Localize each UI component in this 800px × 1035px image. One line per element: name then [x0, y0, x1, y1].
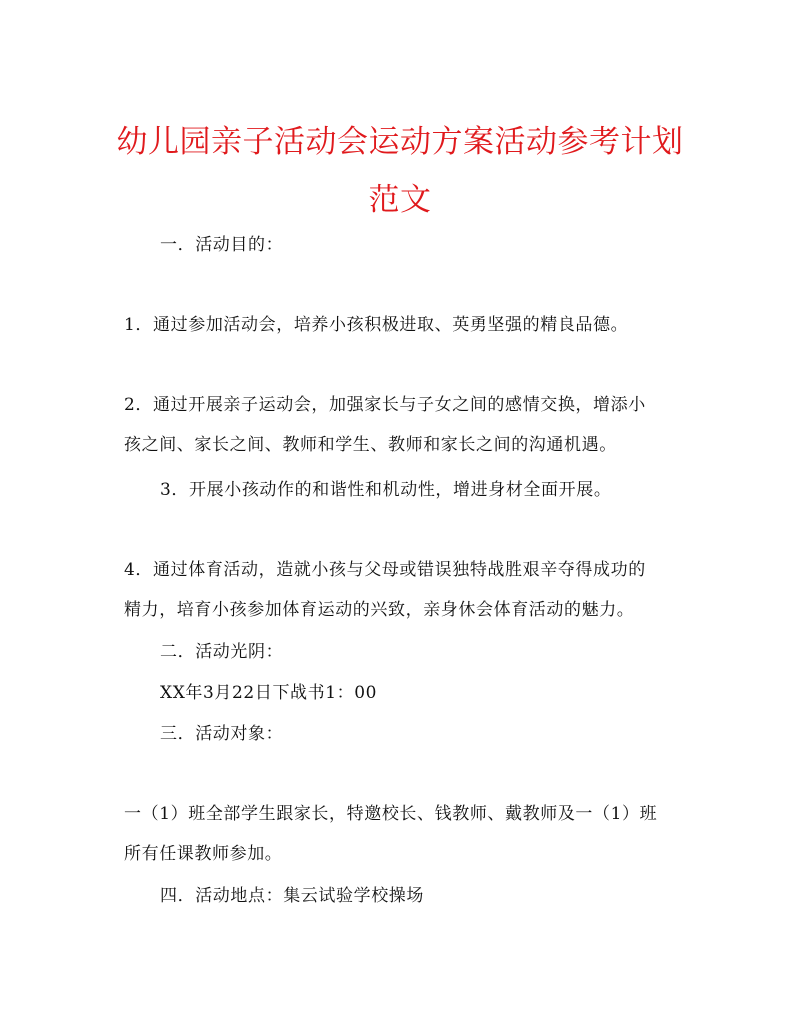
objective-item-3: 3．开展小孩动作的和谐性和机动性，增进身材全面开展。 — [160, 480, 612, 500]
section-heading-participants: 三．活动对象： — [160, 724, 284, 744]
event-time: XX年3月22日下战书1：00 — [160, 683, 378, 703]
objective-item-2-line2: 孩之间、家长之间、教师和学生、教师和家长之间的沟通机遇。 — [124, 435, 617, 455]
section-venue: 四．活动地点：集云试验学校操场 — [160, 886, 424, 906]
section-heading-objectives: 一．活动目的： — [160, 235, 284, 255]
document-title-line1: 幼儿园亲子活动会运动方案活动参考计划 — [116, 124, 684, 160]
participants-line1: 一（1）班全部学生跟家长，特邀校长、钱教师、戴教师及一（1）班 — [124, 804, 658, 824]
participants-line2: 所有任课教师参加。 — [124, 844, 283, 864]
objective-item-1: 1．通过参加活动会，培养小孩积极进取、英勇坚强的精良品德。 — [124, 315, 629, 335]
objective-item-4-line2: 精力，培育小孩参加体育运动的兴致，亲身休会体育活动的魅力。 — [124, 600, 635, 620]
objective-item-4-line1: 4．通过体育活动，造就小孩与父母或错误独特战胜艰辛夺得成功的 — [124, 560, 646, 580]
document-title-line2: 范文 — [368, 182, 432, 218]
section-heading-time: 二．活动光阴： — [160, 642, 284, 662]
objective-item-2-line1: 2．通过开展亲子运动会，加强家长与子女之间的感情交换，增添小 — [124, 395, 646, 415]
